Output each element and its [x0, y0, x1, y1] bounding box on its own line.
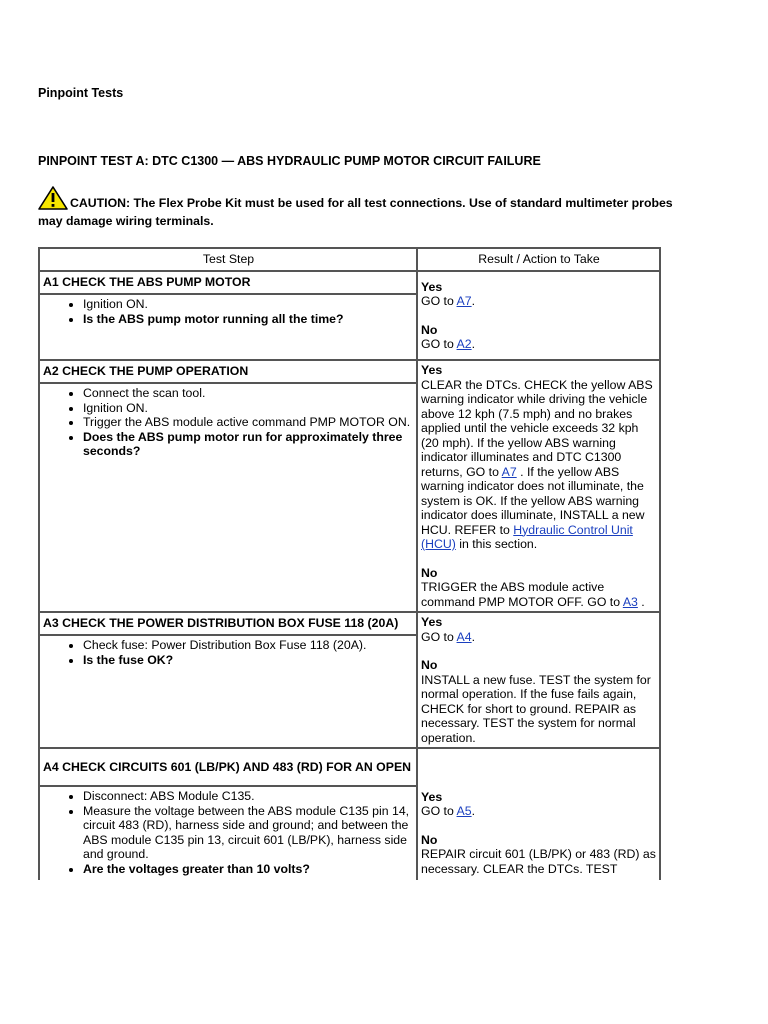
yes-label: Yes [421, 279, 443, 294]
yes-action: GO to A5. [421, 804, 476, 818]
link-a7[interactable]: A7 [456, 294, 472, 308]
pinpoint-test-title: PINPOINT TEST A: DTC C1300 — ABS HYDRAULIC PUMP MOTOR CIRCUIT FAILURE [38, 154, 541, 168]
no-action: GO to A2. [421, 337, 476, 351]
header-test-step: Test Step [39, 248, 417, 271]
yes-label: Yes [421, 789, 443, 804]
step-title-a3: A3 CHECK THE POWER DISTRIBUTION BOX FUSE 118 (20A) [39, 612, 417, 635]
yes-label: Yes [421, 363, 443, 377]
result-a2 [417, 360, 660, 612]
link-a7[interactable]: A7 [501, 464, 517, 479]
step-question: • Is the ABS pump motor running all the time? [83, 312, 414, 327]
step-title-row [39, 748, 660, 786]
step-title-row [39, 271, 660, 294]
step-list [43, 638, 414, 667]
no-label: No [421, 565, 438, 580]
no-label: No [421, 322, 438, 337]
step-question: • Is the fuse OK? [83, 653, 414, 668]
list-item: • Trigger the ABS module active command PMP MOTOR ON. [83, 415, 414, 430]
step-question: • Does the ABS pump motor run for approximately three seconds? [83, 430, 414, 459]
step-body-a2 [39, 383, 417, 612]
link-a5[interactable]: A5 [456, 804, 472, 818]
step-list [43, 386, 414, 459]
list-item: • Check fuse: Power Distribution Box Fuse 118 (20A). [83, 638, 414, 653]
table-header-row [39, 248, 660, 271]
step-body-a1 [39, 294, 417, 360]
list-item: • Ignition ON. [83, 401, 414, 416]
link-a2[interactable]: A2 [456, 337, 472, 351]
warning-triangle-icon [38, 186, 68, 214]
yes-action: CLEAR the DTCs. CHECK the yellow ABS warning indicator while driving the vehicle above 12 kph (7.5 mph) and no brakes applied until the vehicle exceeds 32 kph (20 mph). If the yellow ABS warning indicator illuminates and DTC C1300 returns, GO to A7 . If the yellow ABS warning indicator does not illuminate, the system is OK. If the yellow ABS warning indicator does illuminate, INSTALL a new HCU. REFER to Hydraulic Control Unit (HCU) in this section. [421, 377, 653, 551]
no-label: No [421, 658, 438, 672]
no-action: INSTALL a new fuse. TEST the system for normal operation. If the fuse fails again, CHECK for short to ground. REPAIR as necessary. TEST the system for normal operation. [421, 672, 651, 745]
list-item: • Disconnect: ABS Module C135. [83, 789, 414, 804]
link-hcu[interactable]: Hydraulic Control Unit (HCU) [421, 522, 633, 551]
result-a1 [417, 271, 660, 360]
step-list [43, 297, 414, 326]
link-a3[interactable]: A3 [622, 594, 638, 609]
step-question: • Are the voltages greater than 10 volts? [83, 862, 414, 877]
yes-action: GO to A4. [421, 629, 476, 644]
step-title-row [39, 360, 660, 383]
no-label: No [421, 832, 438, 847]
step-title-a4: A4 CHECK CIRCUITS 601 (LB/PK) AND 483 (RD) FOR AN OPEN [39, 748, 417, 786]
step-title-row [39, 612, 660, 635]
result-a3 [417, 612, 660, 748]
header-result-action: Result / Action to Take [417, 248, 660, 271]
yes-action: GO to A7. [421, 294, 476, 308]
result-a4 [417, 748, 660, 880]
pinpoint-test-table [38, 247, 661, 880]
step-body-a4 [39, 786, 417, 880]
caution-note [38, 186, 698, 229]
step-list [43, 789, 414, 876]
link-a4[interactable]: A4 [456, 629, 472, 644]
caution-text: CAUTION: The Flex Probe Kit must be used for all test connections. Use of standard multimeter probes may damage wiring terminals. [38, 196, 673, 228]
no-action: REPAIR circuit 601 (LB/PK) or 483 (RD) as necessary. CLEAR the DTCs. TEST [421, 847, 656, 876]
list-item: • Measure the voltage between the ABS module C135 pin 14, circuit 483 (RD), harness side and ground; and between the ABS module C135 pin 13, circuit 601 (LB/PK), harness side and ground. [83, 804, 414, 862]
step-body-a3 [39, 635, 417, 748]
step-title-a1: A1 CHECK THE ABS PUMP MOTOR [39, 271, 417, 294]
section-heading: Pinpoint Tests [38, 86, 124, 100]
yes-label: Yes [421, 615, 443, 629]
list-item: • Connect the scan tool. [83, 386, 414, 401]
step-title-a2: A2 CHECK THE PUMP OPERATION [39, 360, 417, 383]
list-item: • Ignition ON. [83, 297, 414, 312]
no-action: TRIGGER the ABS module active command PMP MOTOR OFF. GO to A3 . [421, 580, 645, 609]
